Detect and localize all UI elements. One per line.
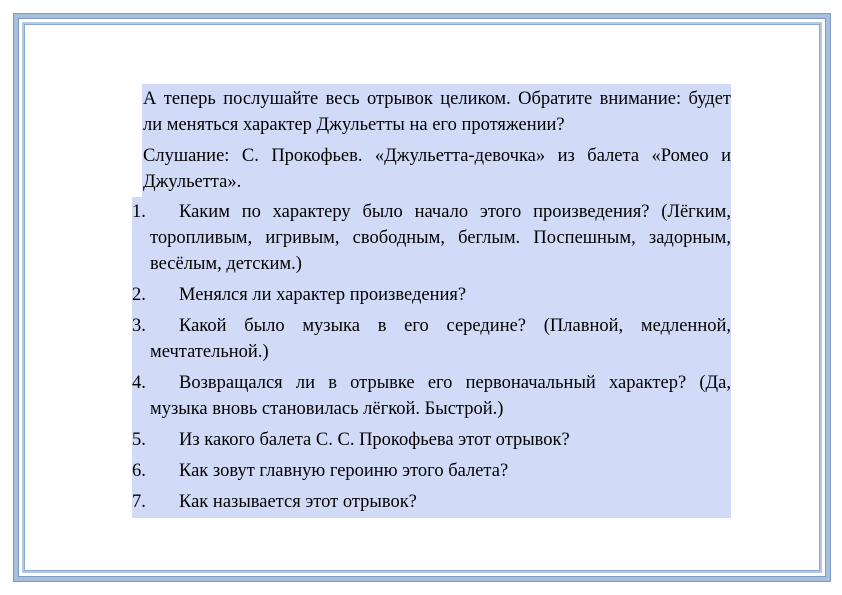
question-item bbox=[132, 425, 731, 456]
question-item bbox=[132, 311, 731, 368]
question-item bbox=[132, 197, 731, 280]
question-number: 7. bbox=[132, 492, 146, 512]
question-list bbox=[132, 197, 731, 518]
question-item bbox=[132, 368, 731, 425]
slide-content bbox=[132, 84, 731, 518]
question-text: Каким по характеру было начало этого произведения? (Лёгким, торопливым, игривым, свободным, беглым. Поспешным, задорным, весёлым, детским.) bbox=[150, 202, 731, 274]
question-text: Как называется этот отрывок? bbox=[179, 492, 417, 512]
intro-paragraph: А теперь послушайте весь отрывок целиком. Обратите внимание: будет ли меняться характер Джульетты на его протяжении? bbox=[142, 84, 731, 140]
question-text: Менялся ли характер произведения? bbox=[179, 285, 467, 305]
question-number: 3. bbox=[132, 316, 146, 336]
question-item bbox=[132, 487, 731, 518]
question-number: 6. bbox=[132, 461, 146, 481]
question-text: Как зовут главную героиню этого балета? bbox=[179, 461, 509, 481]
question-item bbox=[132, 456, 731, 487]
question-item bbox=[132, 280, 731, 311]
question-text: Из какого балета С. С. Прокофьева этот отрывок? bbox=[179, 430, 570, 450]
question-number: 5. bbox=[132, 430, 146, 450]
listening-paragraph: Слушание: С. Прокофьев. «Джульетта-девочка» из балета «Ромео и Джульетта». bbox=[142, 140, 731, 197]
question-text: Какой было музыка в его середине? (Плавной, медленной, мечтательной.) bbox=[150, 316, 731, 362]
question-number: 4. bbox=[132, 373, 146, 393]
question-number: 2. bbox=[132, 285, 146, 305]
question-text: Возвращался ли в отрывке его первоначальный характер? (Да, музыка вновь становилась лёгкой. Быстрой.) bbox=[150, 373, 731, 419]
question-number: 1. bbox=[132, 202, 146, 222]
